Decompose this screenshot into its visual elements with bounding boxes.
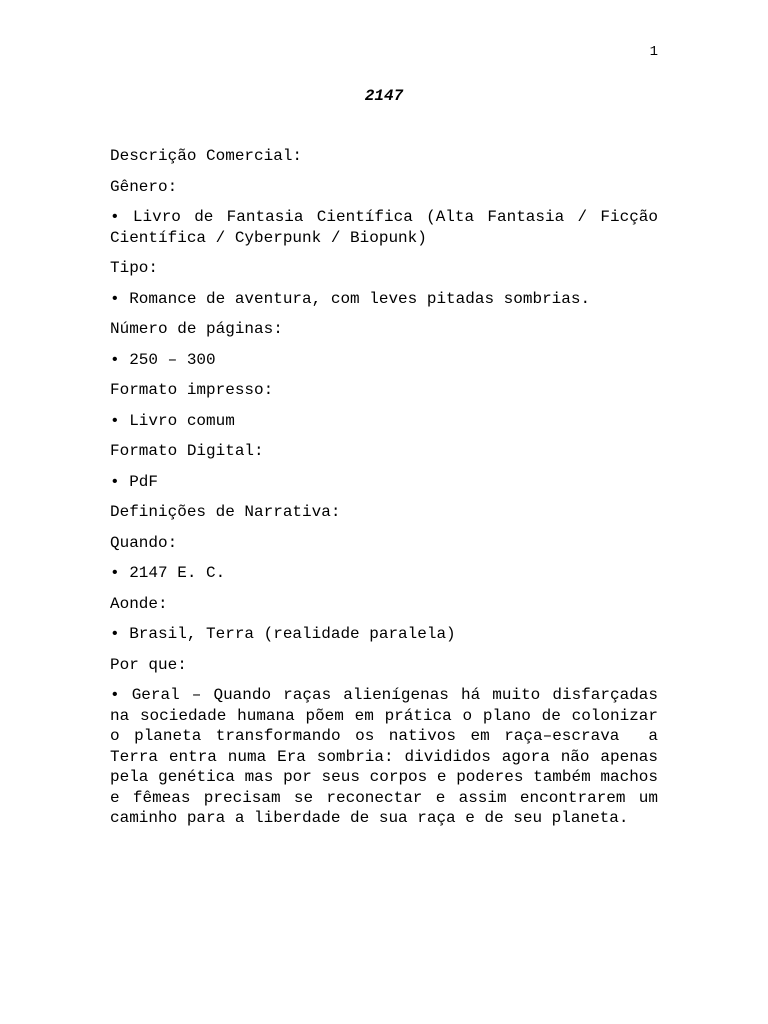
label-type: Tipo: <box>110 259 159 277</box>
page-number: 1 <box>649 44 658 60</box>
bullet-type: • Romance de aventura, com leves pitadas sombrias. <box>110 289 591 308</box>
heading-narrative-definitions: Definições de Narrativa: <box>110 503 341 521</box>
bullet-where: • Brasil, Terra (realidade paralela) <box>110 625 456 643</box>
label-when: Quando: <box>110 533 178 552</box>
bullet-when: • 2147 E. C. <box>110 564 226 582</box>
document-body <box>110 146 668 839</box>
label-why: Por que: <box>110 655 187 674</box>
bullet-genre: • Livro de Fantasia Científica (Alta Fantasia / Ficção Científica / Cyberpunk / Biopunk) <box>110 208 668 247</box>
label-print-format: Formato impresso: <box>110 381 274 399</box>
label-page-count: Número de páginas: <box>110 320 283 338</box>
document-title: 2147 <box>364 87 404 105</box>
bullet-digital-format: • PdF <box>110 472 159 491</box>
label-where: Aonde: <box>110 594 168 613</box>
bullet-page-count: • 250 – 300 <box>110 350 216 369</box>
bullet-why-paragraph: • Geral – Quando raças alienígenas há muito disfarçadas na sociedade humana põem em prática o plano de colonizar o planeta transformando os nativos em raça–escrava a Terra entra numa Era sombria: divididos agora não apenas pela genética mas por seus corpos e poderes também machos e fêmeas precisam se reconectar e assim encontrarem um caminho para a liberdade de sua raça e de seu planeta. <box>110 686 668 827</box>
bullet-print-format: • Livro comum <box>110 411 235 430</box>
heading-commercial-description: Descrição Comercial: <box>110 147 303 165</box>
label-digital-format: Formato Digital: <box>110 442 264 460</box>
label-genre: Gênero: <box>110 177 178 196</box>
